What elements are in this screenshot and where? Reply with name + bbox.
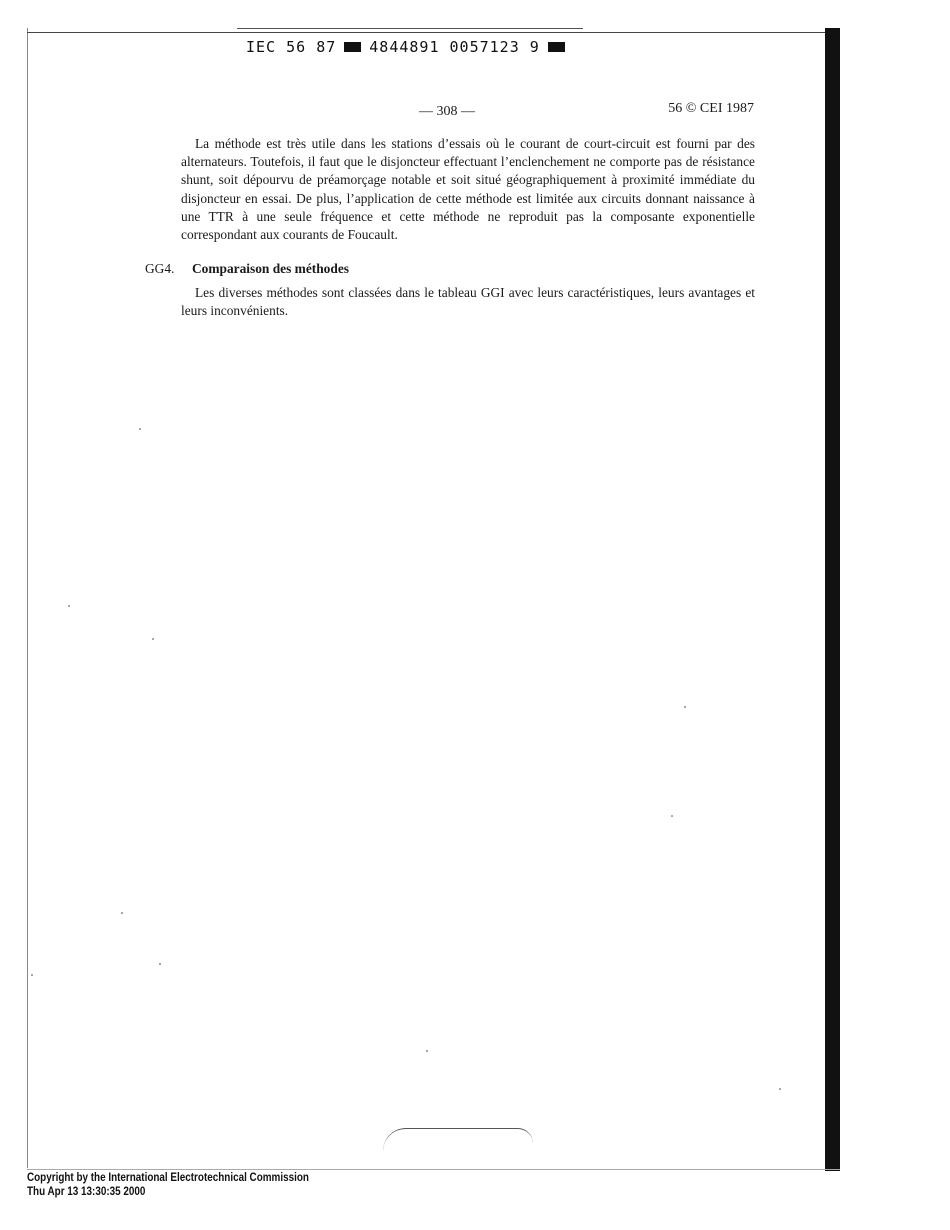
document-stamp	[246, 38, 565, 56]
scan-speck	[121, 912, 123, 914]
scan-smudge-mark	[383, 1128, 533, 1151]
scan-speck	[152, 638, 154, 640]
scan-speck	[426, 1050, 428, 1052]
document-copyright-id: 56 © CEI 1987	[668, 101, 754, 116]
stamp-block-mark	[344, 42, 361, 52]
footer-rule	[27, 1169, 840, 1170]
scan-speck	[159, 963, 161, 965]
section-number: GG4.	[145, 261, 175, 276]
scan-speck	[779, 1088, 781, 1090]
scan-speck	[31, 974, 33, 976]
body-paragraph: Les diverses méthodes sont classées dans le tableau GGI avec leurs caractéristiques, leurs avantages et leurs inconvénients.	[181, 285, 755, 319]
scan-edge-band	[825, 28, 840, 1171]
scan-speck	[68, 605, 70, 607]
scan-speck	[671, 815, 673, 817]
section-heading	[145, 261, 349, 277]
body-paragraph: La méthode est très utile dans les stations d’essais où le courant de court-circuit est fourni par des alternateurs. Toutefois, il faut que le disjoncteur effectuant l’enclenchement ne comporte pas de résistance shunt, soit dépourvu de préamorçage notable et soit situé géographiquement à proximité immédiate du disjoncteur en essai. De plus, l’application de cette méthode est limitée aux circuits donnant naissance à une TTR à une seule fréquence et cette méthode ne reproduit pas la composante exponentielle correspondant aux courants de Foucault.	[181, 136, 755, 243]
header-rule-lower	[27, 32, 840, 33]
scan-speck	[684, 706, 686, 708]
scan-speck	[139, 428, 141, 430]
footer-timestamp: Thu Apr 13 13:30:35 2000	[27, 1186, 146, 1198]
header-rule-upper	[237, 28, 583, 29]
stamp-text-1: IEC 56 87	[246, 38, 337, 56]
page-left-edge	[27, 28, 28, 1168]
stamp-block-mark	[548, 42, 565, 52]
page-number: — 308 —	[419, 104, 475, 119]
stamp-text-2: 4844891 0057123 9	[369, 38, 540, 56]
footer	[27, 1171, 309, 1199]
footer-copyright: Copyright by the International Electrotechnical Commission	[27, 1172, 309, 1184]
section-title: Comparaison des méthodes	[192, 261, 349, 276]
